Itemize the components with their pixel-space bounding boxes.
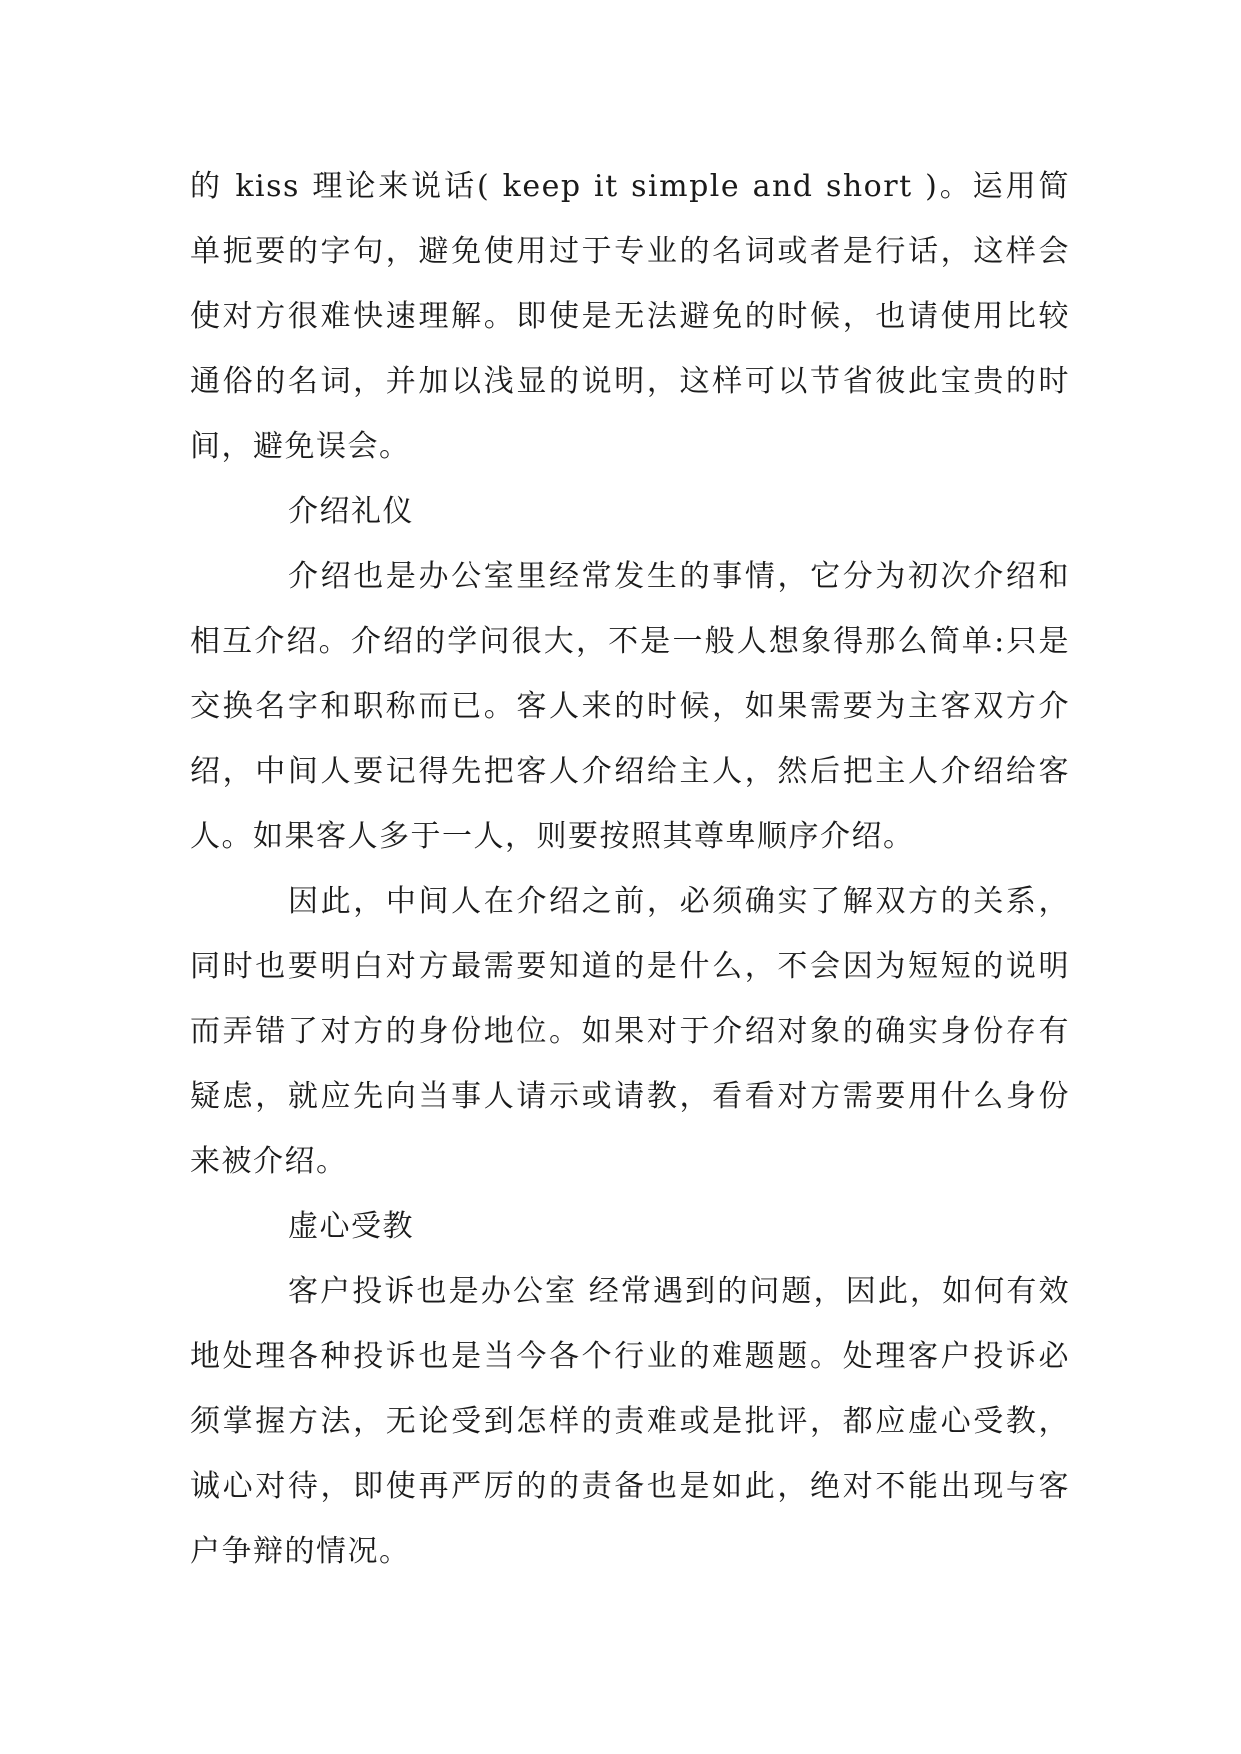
paragraph-intermediary: 因此，中间人在介绍之前，必须确实了解双方的关系，同时也要明白对方最需要知道的是什么，不会因为短短的说明而弄错了对方的身份地位。如果对于介绍对象的确实身份存有疑虑，就应先向当事人请示或请教，看看对方需要用什么身份来被介绍。 (190, 884, 1070, 1179)
paragraph-customer-complaints: 客户投诉也是办公室 经常遇到的问题，因此，如何有效地处理各种投诉也是当今各个行业的难题题。处理客户投诉必须掌握方法，无论受到怎样的责难或是批评，都应虚心受教，诚心对待，即使再严厉的的责备也是如此，绝对不能出现与客户争辩的情况。 (190, 1274, 1070, 1569)
heading-introduction-etiquette: 介绍礼仪 (288, 494, 414, 529)
paragraph-kiss-theory: 的 kiss 理论来说话( keep it simple and short )。运用简单扼要的字句，避免使用过于专业的名词或者是行话，这样会使对方很难快速理解。即使是无法避免的时候，也请使用比较通俗的名词，并加以浅显的说明，这样可以节省彼此宝贵的时间，避免误会。 (190, 169, 1070, 464)
paragraph-introduction: 介绍也是办公室里经常发生的事情，它分为初次介绍和相互介绍。介绍的学问很大，不是一般人想象得那么简单:只是交换名字和职称而已。客人来的时候，如果需要为主客双方介绍，中间人要记得先把客人介绍给主人，然后把主人介绍给客人。如果客人多于一人，则要按照其尊卑顺序介绍。 (190, 559, 1070, 854)
document-body (190, 154, 1070, 1584)
heading-humble-learning: 虚心受教 (288, 1209, 414, 1244)
